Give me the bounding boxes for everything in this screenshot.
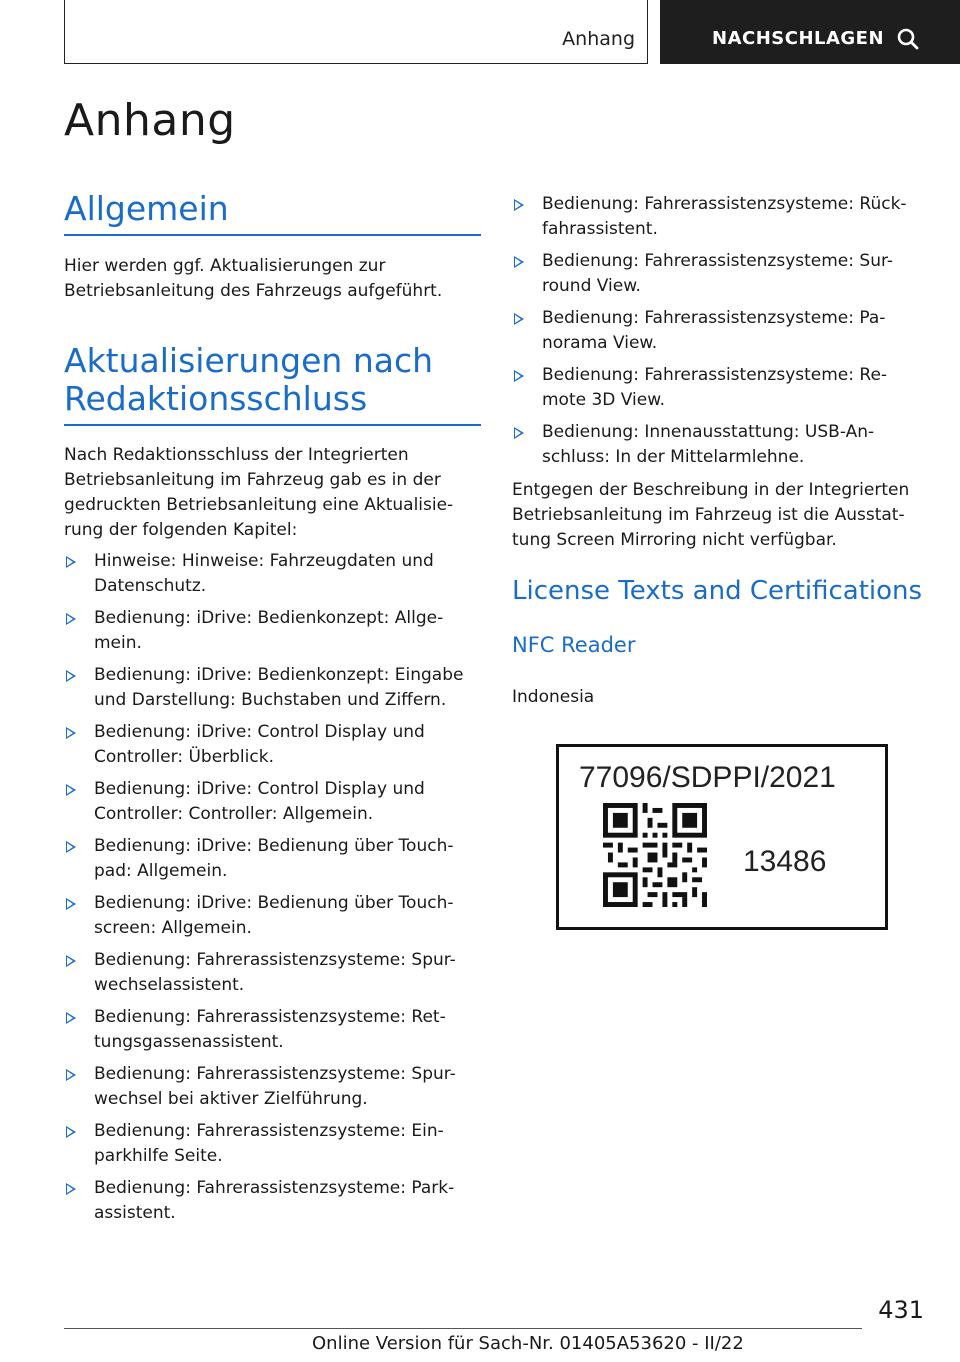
list-item: Bedienung: Fahrerassistenzsysteme: Spur- wechselassistent. bbox=[64, 948, 484, 998]
license-heading: License Texts and Certifications bbox=[512, 576, 923, 606]
footer-text: Online Version für Sach-Nr. 01405A53620 - II/22 bbox=[312, 1333, 744, 1354]
list-item: Bedienung: iDrive: Control Display und Controller: Überblick. bbox=[64, 720, 484, 770]
page-title: Anhang bbox=[64, 95, 236, 146]
bullet-icon bbox=[66, 784, 76, 796]
list-item: Bedienung: Fahrerassistenzsysteme: Rück- fahrassistent. bbox=[512, 192, 932, 242]
list-item: Bedienung: iDrive: Bedienung über Touch- screen: Allgemein. bbox=[64, 891, 484, 941]
updated-chapters-list bbox=[64, 549, 484, 1226]
bullet-icon bbox=[66, 898, 76, 910]
list-item: Bedienung: Fahrerassistenzsysteme: Pa- norama View. bbox=[512, 306, 932, 356]
general-divider bbox=[64, 234, 481, 236]
list-item: Bedienung: Fahrerassistenzsysteme: Ein- parkhilfe Seite. bbox=[64, 1119, 484, 1169]
section-tab-label: NACHSCHLAGEN bbox=[712, 28, 885, 49]
chapter-title: Anhang bbox=[562, 28, 635, 50]
nfc-heading: NFC Reader bbox=[512, 633, 636, 657]
bullet-icon bbox=[66, 670, 76, 682]
bullet-icon bbox=[66, 1069, 76, 1081]
certification-number: 13486 bbox=[743, 845, 827, 878]
list-item: Bedienung: Fahrerassistenzsysteme: Spur- wechsel bei aktiver Zielführung. bbox=[64, 1062, 484, 1112]
list-item: Bedienung: Fahrerassistenzsysteme: Re- mote 3D View. bbox=[512, 363, 932, 413]
bullet-icon bbox=[66, 613, 76, 625]
list-item: Bedienung: Innenausstattung: USB-An- schluss: In der Mittelarmlehne. bbox=[512, 420, 932, 470]
list-item: Hinweise: Hinweise: Fahrzeugdaten und Datenschutz. bbox=[64, 549, 484, 599]
updates-intro: Nach Redaktionsschluss der Integrierten Betriebsanleitung im Fahrzeug gab es in der gedruckten Betriebsanleitung eine Aktualisie- rung der folgenden Kapitel: bbox=[64, 445, 454, 540]
bullet-icon bbox=[514, 370, 524, 382]
bullet-icon bbox=[66, 1183, 76, 1195]
page-number: 431 bbox=[878, 1296, 924, 1324]
qr-code-icon bbox=[603, 803, 707, 907]
list-item: Bedienung: iDrive: Bedienkonzept: Eingabe und Darstellung: Buchstaben und Ziffern. bbox=[64, 663, 484, 713]
bullet-icon bbox=[514, 256, 524, 268]
updates-heading: Aktualisierungen nach Redaktionsschluss bbox=[64, 341, 434, 418]
general-heading: Allgemein bbox=[64, 189, 229, 228]
bullet-icon bbox=[514, 199, 524, 211]
bullet-icon bbox=[514, 313, 524, 325]
bullet-icon bbox=[66, 1012, 76, 1024]
bullet-icon bbox=[66, 727, 76, 739]
list-item: Bedienung: Fahrerassistenzsysteme: Park- assistent. bbox=[64, 1176, 484, 1226]
bullet-icon bbox=[514, 427, 524, 439]
footer-divider bbox=[64, 1328, 862, 1329]
section-tab[interactable] bbox=[660, 0, 960, 64]
certification-label bbox=[556, 744, 888, 930]
search-icon[interactable] bbox=[896, 27, 920, 55]
bullet-icon bbox=[66, 955, 76, 967]
chapter-header bbox=[64, 0, 648, 64]
list-item: Bedienung: Fahrerassistenzsysteme: Sur- round View. bbox=[512, 249, 932, 299]
list-item: Bedienung: Fahrerassistenzsysteme: Ret- tungsgassenassistent. bbox=[64, 1005, 484, 1055]
bullet-icon bbox=[66, 556, 76, 568]
updates-divider bbox=[64, 424, 481, 426]
list-item: Bedienung: iDrive: Control Display und Controller: Controller: Allgemein. bbox=[64, 777, 484, 827]
mirroring-note: Entgegen der Beschreibung in der Integrierten Betriebsanleitung im Fahrzeug ist die Ausstat- tung Screen Mirroring nicht verfügbar. bbox=[512, 480, 910, 550]
certification-code: 77096/SDPPI/2021 bbox=[579, 761, 836, 794]
bullet-icon bbox=[66, 841, 76, 853]
list-item: Bedienung: iDrive: Bedienung über Touch- pad: Allgemein. bbox=[64, 834, 484, 884]
general-text: Hier werden ggf. Aktualisierungen zur Betriebsanleitung des Fahrzeugs aufgeführt. bbox=[64, 256, 443, 301]
list-item: Bedienung: iDrive: Bedienkonzept: Allge- mein. bbox=[64, 606, 484, 656]
updated-chapters-list-continued bbox=[512, 192, 932, 470]
bullet-icon bbox=[66, 1126, 76, 1138]
country-label: Indonesia bbox=[512, 687, 595, 707]
